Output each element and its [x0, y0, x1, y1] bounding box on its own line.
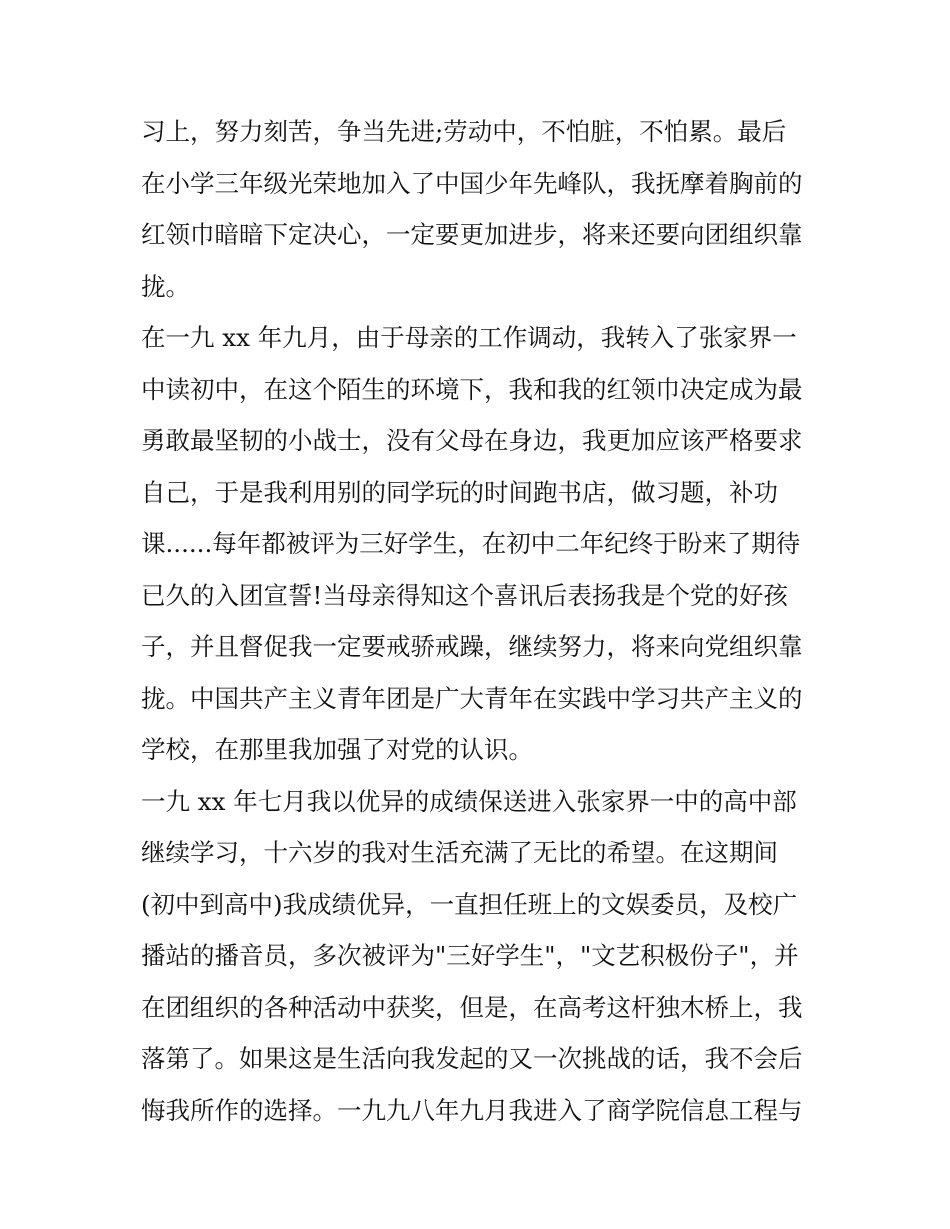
text-line: 一九 xx 年七月我以优异的成绩保送进入张家界一中的高中部 — [141, 786, 797, 816]
text-line: 子，并且督促我一定要戒骄戒躁，继续努力，将来向党组织靠 — [141, 632, 803, 661]
text-line: 中读初中，在这个陌生的环境下，我和我的红领巾决定成为最 — [141, 374, 803, 404]
text-line: 已久的入团宣誓!当母亲得知这个喜讯后表扬我是个党的好孩 — [141, 580, 788, 610]
text-line: 红领巾暗暗下定决心，一定要更加进步，将来还要向团组织靠 — [141, 220, 803, 249]
document-body — [141, 106, 813, 1136]
text-line: 继续学习，十六岁的我对生活充满了无比的希望。在这期间 — [141, 838, 778, 867]
text-line: 播站的播音员，多次被评为"三好学生"，"文艺积极份子"，并 — [141, 941, 799, 970]
text-line: (初中到高中)我成绩优异，一直担任班上的文娱委员，及校广 — [141, 889, 798, 919]
text-line: 在一九 xx 年九月，由于母亲的工作调动，我转入了张家界一 — [141, 323, 797, 352]
text-line: 拢。中国共产主义青年团是广大青年在实践中学习共产主义的 — [141, 683, 803, 713]
text-line: 落第了。如果这是生活向我发起的又一次挑战的话，我不会后 — [141, 1044, 803, 1073]
text-line: 拢。 — [141, 271, 190, 301]
text-line: 悔我所作的选择。一九九八年九月我进入了商学院信息工程与 — [141, 1095, 803, 1125]
text-line: 自己，于是我利用别的同学玩的时间跑书店，做习题，补功 — [141, 477, 778, 507]
text-line: 在团组织的各种活动中获奖，但是，在高考这杆独木桥上，我 — [141, 992, 803, 1022]
text-line: 课......每年都被评为三好学生，在初中二年纪终于盼来了期待 — [141, 529, 801, 558]
text-line: 习上，努力刻苦，争当先进;劳动中，不怕脏，不怕累。最后 — [141, 117, 787, 146]
text-line: 勇敢最坚韧的小战士，没有父母在身边，我更加应该严格要求 — [141, 426, 803, 455]
text-line: 在小学三年级光荣地加入了中国少年先峰队，我抚摩着胸前的 — [141, 168, 803, 198]
text-line: 学校，在那里我加强了对党的认识。 — [141, 735, 533, 764]
